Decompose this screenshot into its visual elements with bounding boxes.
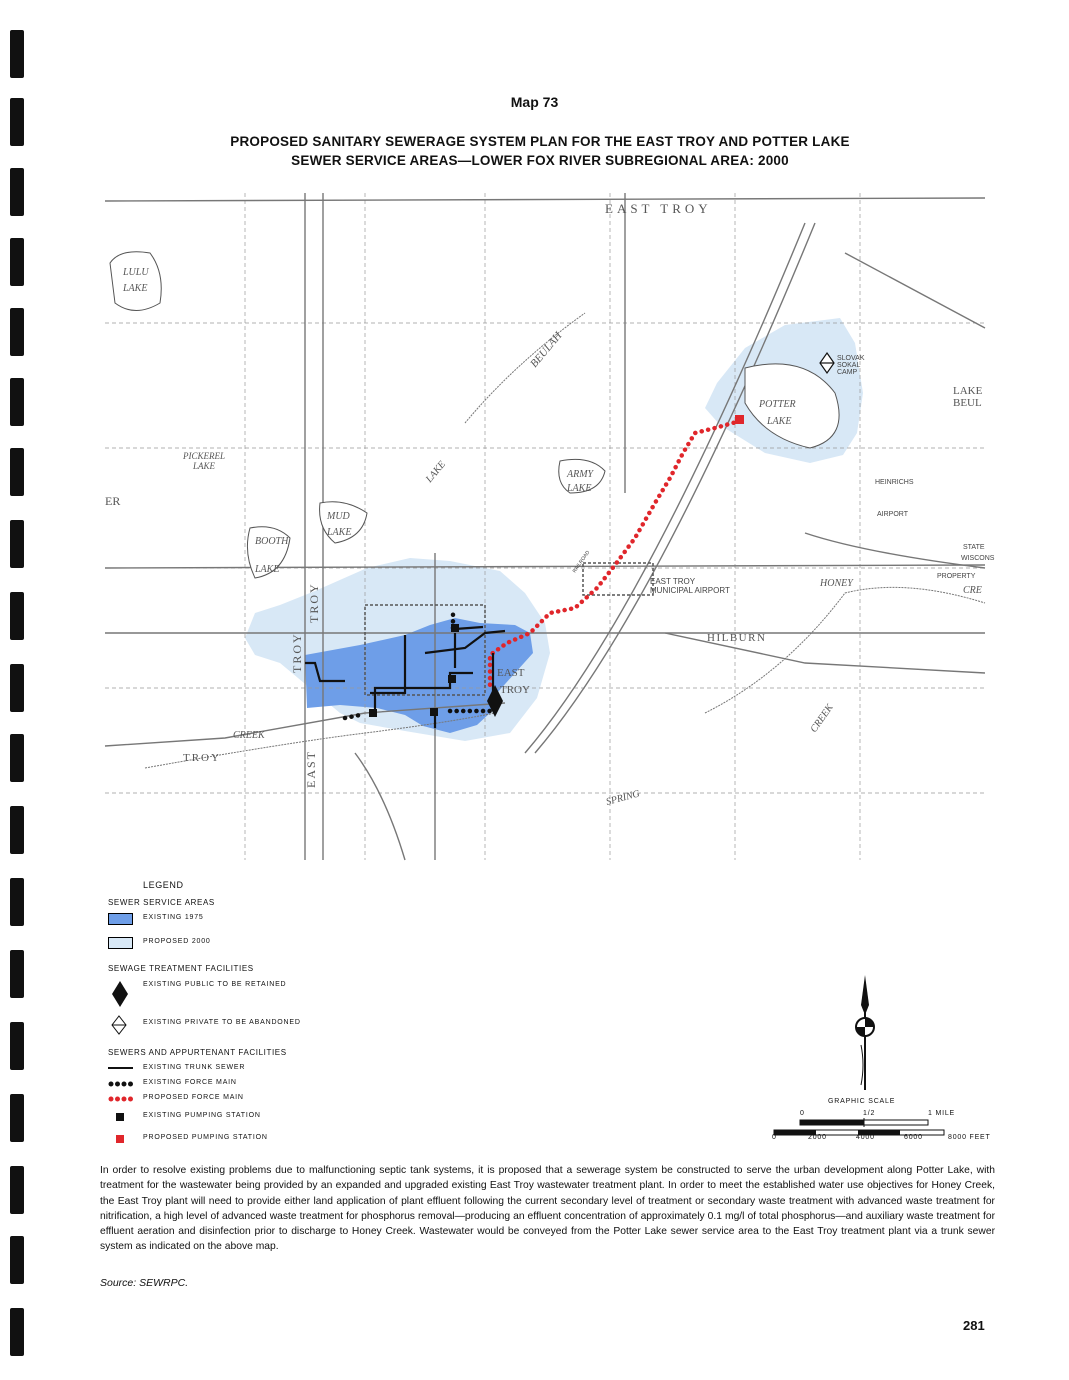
- label-lulu-lake-2: LAKE: [123, 283, 148, 294]
- legend-label: EXISTING PUBLIC TO BE RETAINED: [143, 981, 287, 988]
- legend-group-sewer-areas: SEWER SERVICE AREAS: [108, 898, 215, 907]
- label-state: STATE: [963, 544, 985, 551]
- scale-feet-4000: 4000: [856, 1134, 875, 1141]
- black-line-icon: [108, 1064, 133, 1074]
- label-east-troy-town: EAST TROY: [605, 201, 712, 216]
- label-troy-v2: TROY: [307, 582, 321, 623]
- outlined-diamond-icon: [111, 1015, 131, 1035]
- map-number: Map 73: [510, 94, 559, 110]
- label-hilburn: HILBURN: [707, 632, 767, 644]
- red-square-icon: [108, 1133, 133, 1145]
- label-honey-creek: HONEY: [820, 578, 853, 589]
- label-beulah: BEULAH: [528, 329, 565, 370]
- label-east-troy-city: EAST: [497, 667, 525, 679]
- legend-title: LEGEND: [143, 880, 184, 890]
- label-lake-beulah-right-2: BEUL: [953, 397, 982, 409]
- label-creek-bottom: CREEK: [808, 702, 836, 735]
- scale-mile-0: 0: [800, 1110, 805, 1117]
- black-dots-icon: [108, 1079, 133, 1089]
- scale-mile-half: 1/2: [863, 1110, 876, 1117]
- label-railroad: RAILROAD: [571, 549, 592, 575]
- label-potter-lake-2: LAKE: [767, 416, 792, 427]
- legend-label: EXISTING FORCE MAIN: [143, 1079, 237, 1086]
- legend-group-treatment: SEWAGE TREATMENT FACILITIES: [108, 964, 254, 973]
- label-pickerel-lake: PICKEREL: [183, 451, 225, 461]
- page-number: 281: [963, 1318, 985, 1333]
- source-note: Source: SEWRPC.: [100, 1277, 189, 1289]
- label-creek-left: CREEK: [233, 730, 265, 741]
- label-troy-v1: TROY: [290, 632, 304, 673]
- label-property: PROPERTY: [937, 573, 976, 580]
- label-creek-right: CRE: [963, 585, 982, 596]
- scale-mile-label: 1 MILE: [928, 1110, 955, 1117]
- black-square-icon: [108, 1111, 133, 1123]
- label-camp: CAMP: [837, 369, 858, 376]
- scale-feet-6000: 6000: [904, 1134, 923, 1141]
- scale-title: GRAPHIC SCALE: [828, 1098, 896, 1105]
- label-east-troy-city-2: TROY: [500, 684, 530, 696]
- legend-swatch-existing: [108, 913, 133, 925]
- label-army-lake: ARMY: [567, 469, 594, 480]
- map-title-line2: SEWER SERVICE AREAS—LOWER FOX RIVER SUBREGIONAL AREA: 2000: [291, 153, 789, 168]
- red-dots-icon: [108, 1094, 133, 1104]
- label-er: ER: [105, 494, 121, 508]
- label-potter-lake: POTTER: [759, 399, 796, 410]
- label-wiscons: WISCONS: [961, 555, 995, 562]
- legend-label: EXISTING TRUNK SEWER: [143, 1064, 246, 1071]
- label-lake: LAKE: [423, 459, 449, 485]
- label-booth-lake-2: LAKE: [255, 564, 280, 575]
- scale-feet-2000: 2000: [808, 1134, 827, 1141]
- scale-feet-0: 0: [772, 1134, 777, 1141]
- label-airport: AIRPORT: [877, 511, 908, 518]
- label-east-v: EAST: [304, 750, 318, 788]
- legend-swatch-proposed: [108, 937, 133, 949]
- label-booth-lake: BOOTH: [255, 536, 289, 547]
- legend-label: EXISTING 1975: [143, 914, 204, 921]
- legend-group-sewers: SEWERS AND APPURTENANT FACILITIES: [108, 1048, 287, 1057]
- label-heinrichs: HEINRICHS: [875, 479, 914, 486]
- proposed-pumping-station: [735, 415, 744, 424]
- legend-label: PROPOSED FORCE MAIN: [143, 1094, 244, 1101]
- label-sokal: SOKAL: [837, 362, 861, 369]
- map-title: [140, 132, 940, 170]
- scale-feet-8000: 8000 FEET: [948, 1134, 991, 1141]
- label-lake-beulah-right: LAKE: [953, 385, 983, 397]
- label-pickerel-lake-2: LAKE: [193, 461, 216, 471]
- section-grid: [105, 193, 985, 860]
- legend-label: EXISTING PRIVATE TO BE ABANDONED: [143, 1019, 301, 1026]
- black-diamond-icon: [110, 980, 130, 1008]
- map-title-line1: PROPOSED SANITARY SEWERAGE SYSTEM PLAN FOR THE EAST TROY AND POTTER LAKE: [230, 134, 850, 149]
- label-municipal: EAST TROY: [650, 577, 696, 586]
- body-paragraph: In order to resolve existing problems due to malfunctioning septic tank systems, it is proposed that a sewerage system be constructed to serve the urban development along Potter Lake, with treatment for the wastewater being provided by an expanded and upgraded existing East Troy wastewater treatment plant. In order to meet the established water use objectives for Honey Creek, the East Troy plant will need to provide either land application of plant effluent following the current secondary level of treatment or secondary waste treatment with advanced waste treatment for nitrification, a high level of advanced waste treatment for phosphorus removal—producing an effluent concentration of approximately 0.1 mg/l of total phosphorus—and auxiliary waste treatment for effluent aeration and disinfection prior to discharge to Honey Creek. Wastewater would be conveyed from the Potter Lake sewer service area to the East Troy treatment plant via a trunk sewer system as indicated on the above map.: [100, 1165, 995, 1253]
- label-troy-bottom: TROY: [183, 752, 221, 764]
- legend-label: PROPOSED 2000: [143, 938, 211, 945]
- label-slovak: SLOVAK: [837, 355, 865, 362]
- label-municipal-2: MUNICIPAL AIRPORT: [650, 586, 730, 595]
- legend-label: PROPOSED PUMPING STATION: [143, 1134, 268, 1141]
- label-mud-lake: MUD: [327, 511, 350, 522]
- label-spring: SPRING: [604, 788, 642, 808]
- label-mud-lake-2: LAKE: [327, 527, 352, 538]
- roads: [105, 193, 985, 860]
- label-lulu-lake: LULU: [123, 267, 149, 278]
- sewer-plan-map: [105, 193, 995, 860]
- north-arrow-icon: [845, 975, 885, 1095]
- label-army-lake-2: LAKE: [567, 483, 592, 494]
- legend-label: EXISTING PUMPING STATION: [143, 1112, 261, 1119]
